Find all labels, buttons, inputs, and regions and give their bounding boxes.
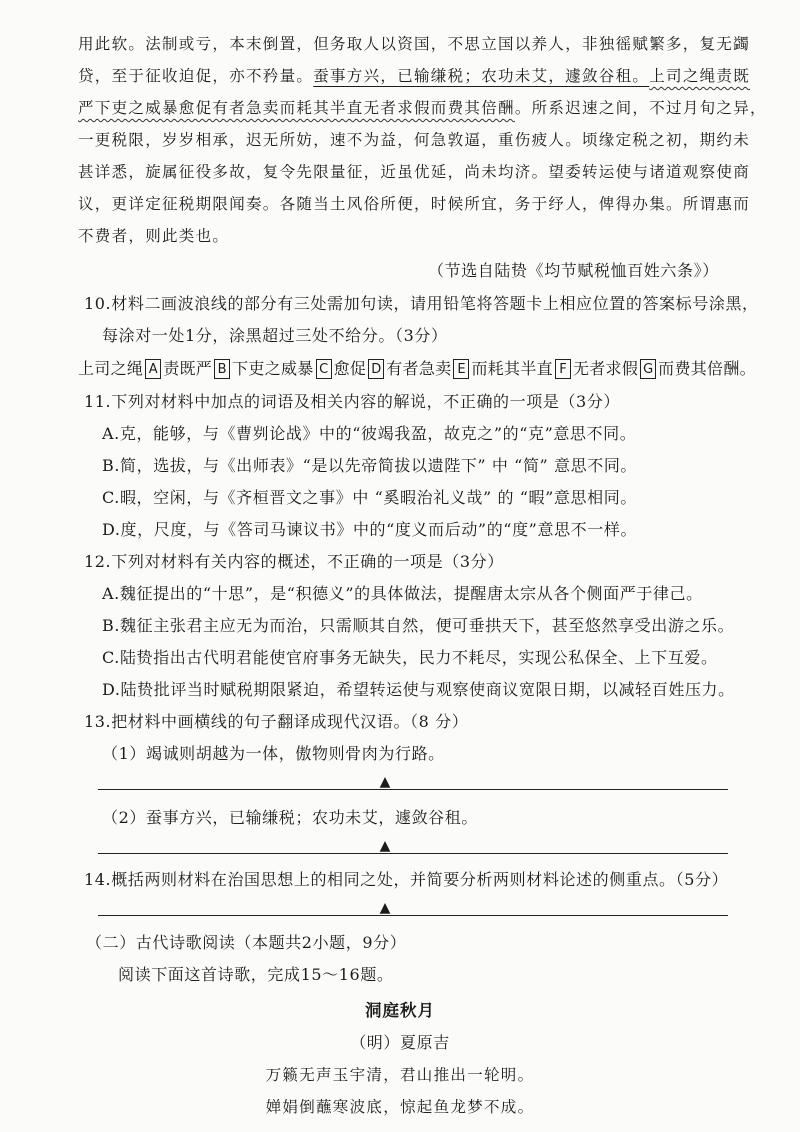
answer-box-g[interactable]: G: [640, 359, 656, 379]
q11-option-a: A.克，能够，与《曹刿论战》中的“彼竭我盈，故克之”的“克”意思不同。: [102, 424, 637, 443]
q11-option-b: B.简，选拔，与《出师表》“是以先帝简拔以遗陛下” 中 “简” 意思不同。: [102, 456, 638, 475]
q14-stem: 14.概括两则材料在治国思想上的相同之处，并简要分析两则材料论述的侧重点。（5分）: [84, 870, 729, 889]
q13-sentence-2: （2）蚕事方兴，已输缣税；农功未艾，遽敛谷租。: [102, 808, 478, 827]
wavy-segment-start: 上司之绳责既: [649, 67, 751, 85]
q10-sentence: 上司之绳 A 责既严 B 下吏之威暴 C 愈促 D 有者急卖 E 而耗其半直 F 无者求假 G 而费其倍酬。: [78, 359, 756, 378]
q11-stem: 11.下列对材料中加点的词语及相关内容的解说，不正确的一项是（3分）: [84, 392, 621, 411]
passage-line-3: 严下吏之威暴愈促有者急卖而耗其半直无者求假而费其倍酬。所系迟速之间，不过月旬之异，: [78, 99, 767, 117]
passage-line-7: 不费者，则此类也。: [78, 227, 230, 245]
q13-stem: 13.把材料中画横线的句子翻译成现代汉语。（8 分）: [84, 712, 469, 731]
poem-line-2: 婵娟倒蘸寒波底，惊起鱼龙梦不成。: [265, 1098, 535, 1116]
passage-line-5: 甚详悉，旋属征役多故，复令先限量征，近虽优延，尚未均济。望委转运使与诸道观察使商: [78, 163, 751, 181]
wavy-segment: 严下吏之威暴愈促有者急卖而耗其半直无者求假而费其倍酬: [78, 99, 515, 117]
q12-option-b: B.魏征主张君主应无为而治，只需顺其自然，便可垂拱天下，甚至悠然享受出游之乐。: [102, 616, 735, 635]
poem-line-1: 万籁无声玉宇清，君山推出一轮明。: [265, 1066, 535, 1084]
section-heading: （二）古代诗歌阅读（本题共2小题，9分）: [86, 933, 407, 952]
q12-option-c: C.陆贽指出古代明君能使官府事务无缺失，民力不耗尽，实现公私保全、上下互爱。: [102, 648, 718, 667]
underlined-sentence: 蚕事方兴，已输缣税；农功未艾，遽敛谷租。: [313, 67, 650, 85]
answer-line-q14[interactable]: [98, 915, 728, 916]
answer-marker-icon: ▲: [379, 774, 391, 790]
answer-box-b[interactable]: B: [214, 359, 230, 379]
q11-option-c: C.暇，空闲，与《齐桓晋文之事》中 “奚暇治礼义哉” 的 “暇”意思相同。: [102, 488, 637, 507]
answer-line-q13-1[interactable]: [98, 789, 728, 790]
answer-box-a[interactable]: A: [145, 359, 161, 379]
q10-stem: 10.材料二画波浪线的部分有三处需加句读，请用铅笔将答题卡上相应位置的答案标号涂黑，: [84, 294, 759, 313]
q12-option-a: A.魏征提出的“十思”，是“积德义”的具体做法，提醒唐太宗从各个侧面严于律己。: [102, 584, 703, 603]
poem-author: （明）夏原吉: [350, 1033, 450, 1052]
answer-marker-icon: ▲: [379, 900, 391, 916]
answer-box-c[interactable]: C: [316, 359, 332, 379]
section-instruction: 阅读下面这首诗歌，完成15～16题。: [118, 965, 394, 984]
answer-marker-icon: ▲: [379, 838, 391, 854]
answer-box-f[interactable]: F: [555, 359, 571, 379]
poem-title: 洞庭秋月: [365, 1001, 435, 1020]
passage-line-4: 一更税限，岁岁相承，迟无所妨，速不为益，何急敦逼，重伤疲人。顷缘定税之初，期约未: [78, 131, 751, 149]
q11-option-d: D.度，尺度，与《答司马谏议书》中的“度义而后动”的“度”意思不一样。: [102, 520, 638, 539]
passage-line-1: 用此软。法制或亏，本末倒置，但务取人以资国，不思立国以养人，非独徭赋繁多，复无蠲: [78, 35, 751, 53]
q13-sentence-1: （1）竭诚则胡越为一体，傲物则骨肉为行路。: [102, 744, 445, 763]
answer-line-q13-2[interactable]: [98, 853, 728, 854]
q12-stem: 12.下列对材料有关内容的概述，不正确的一项是（3分）: [84, 552, 504, 571]
passage-line-6: 议，更详定征税期限闻奏。各随当土风俗所便，时候所宜，务于纾人，俾得办集。所谓惠而: [78, 195, 751, 213]
q10-stem-cont: 每涂对一处1分，涂黑超过三处不给分。（3分）: [102, 326, 448, 345]
answer-box-d[interactable]: D: [368, 359, 384, 379]
passage-line-2: 贷，至于征收迫促，亦不矜量。蚕事方兴，已输缣税；农功未艾，遽敛谷租。上司之绳责既: [78, 67, 751, 85]
passage-source: （节选自陆贽《均节赋税恤百姓六条》）: [428, 261, 719, 280]
q12-option-d: D.陆贽批评当时赋税期限紧迫，希望转运使与观察使商议宽限日期，以减轻百姓压力。: [102, 680, 735, 699]
answer-box-e[interactable]: E: [453, 359, 469, 379]
